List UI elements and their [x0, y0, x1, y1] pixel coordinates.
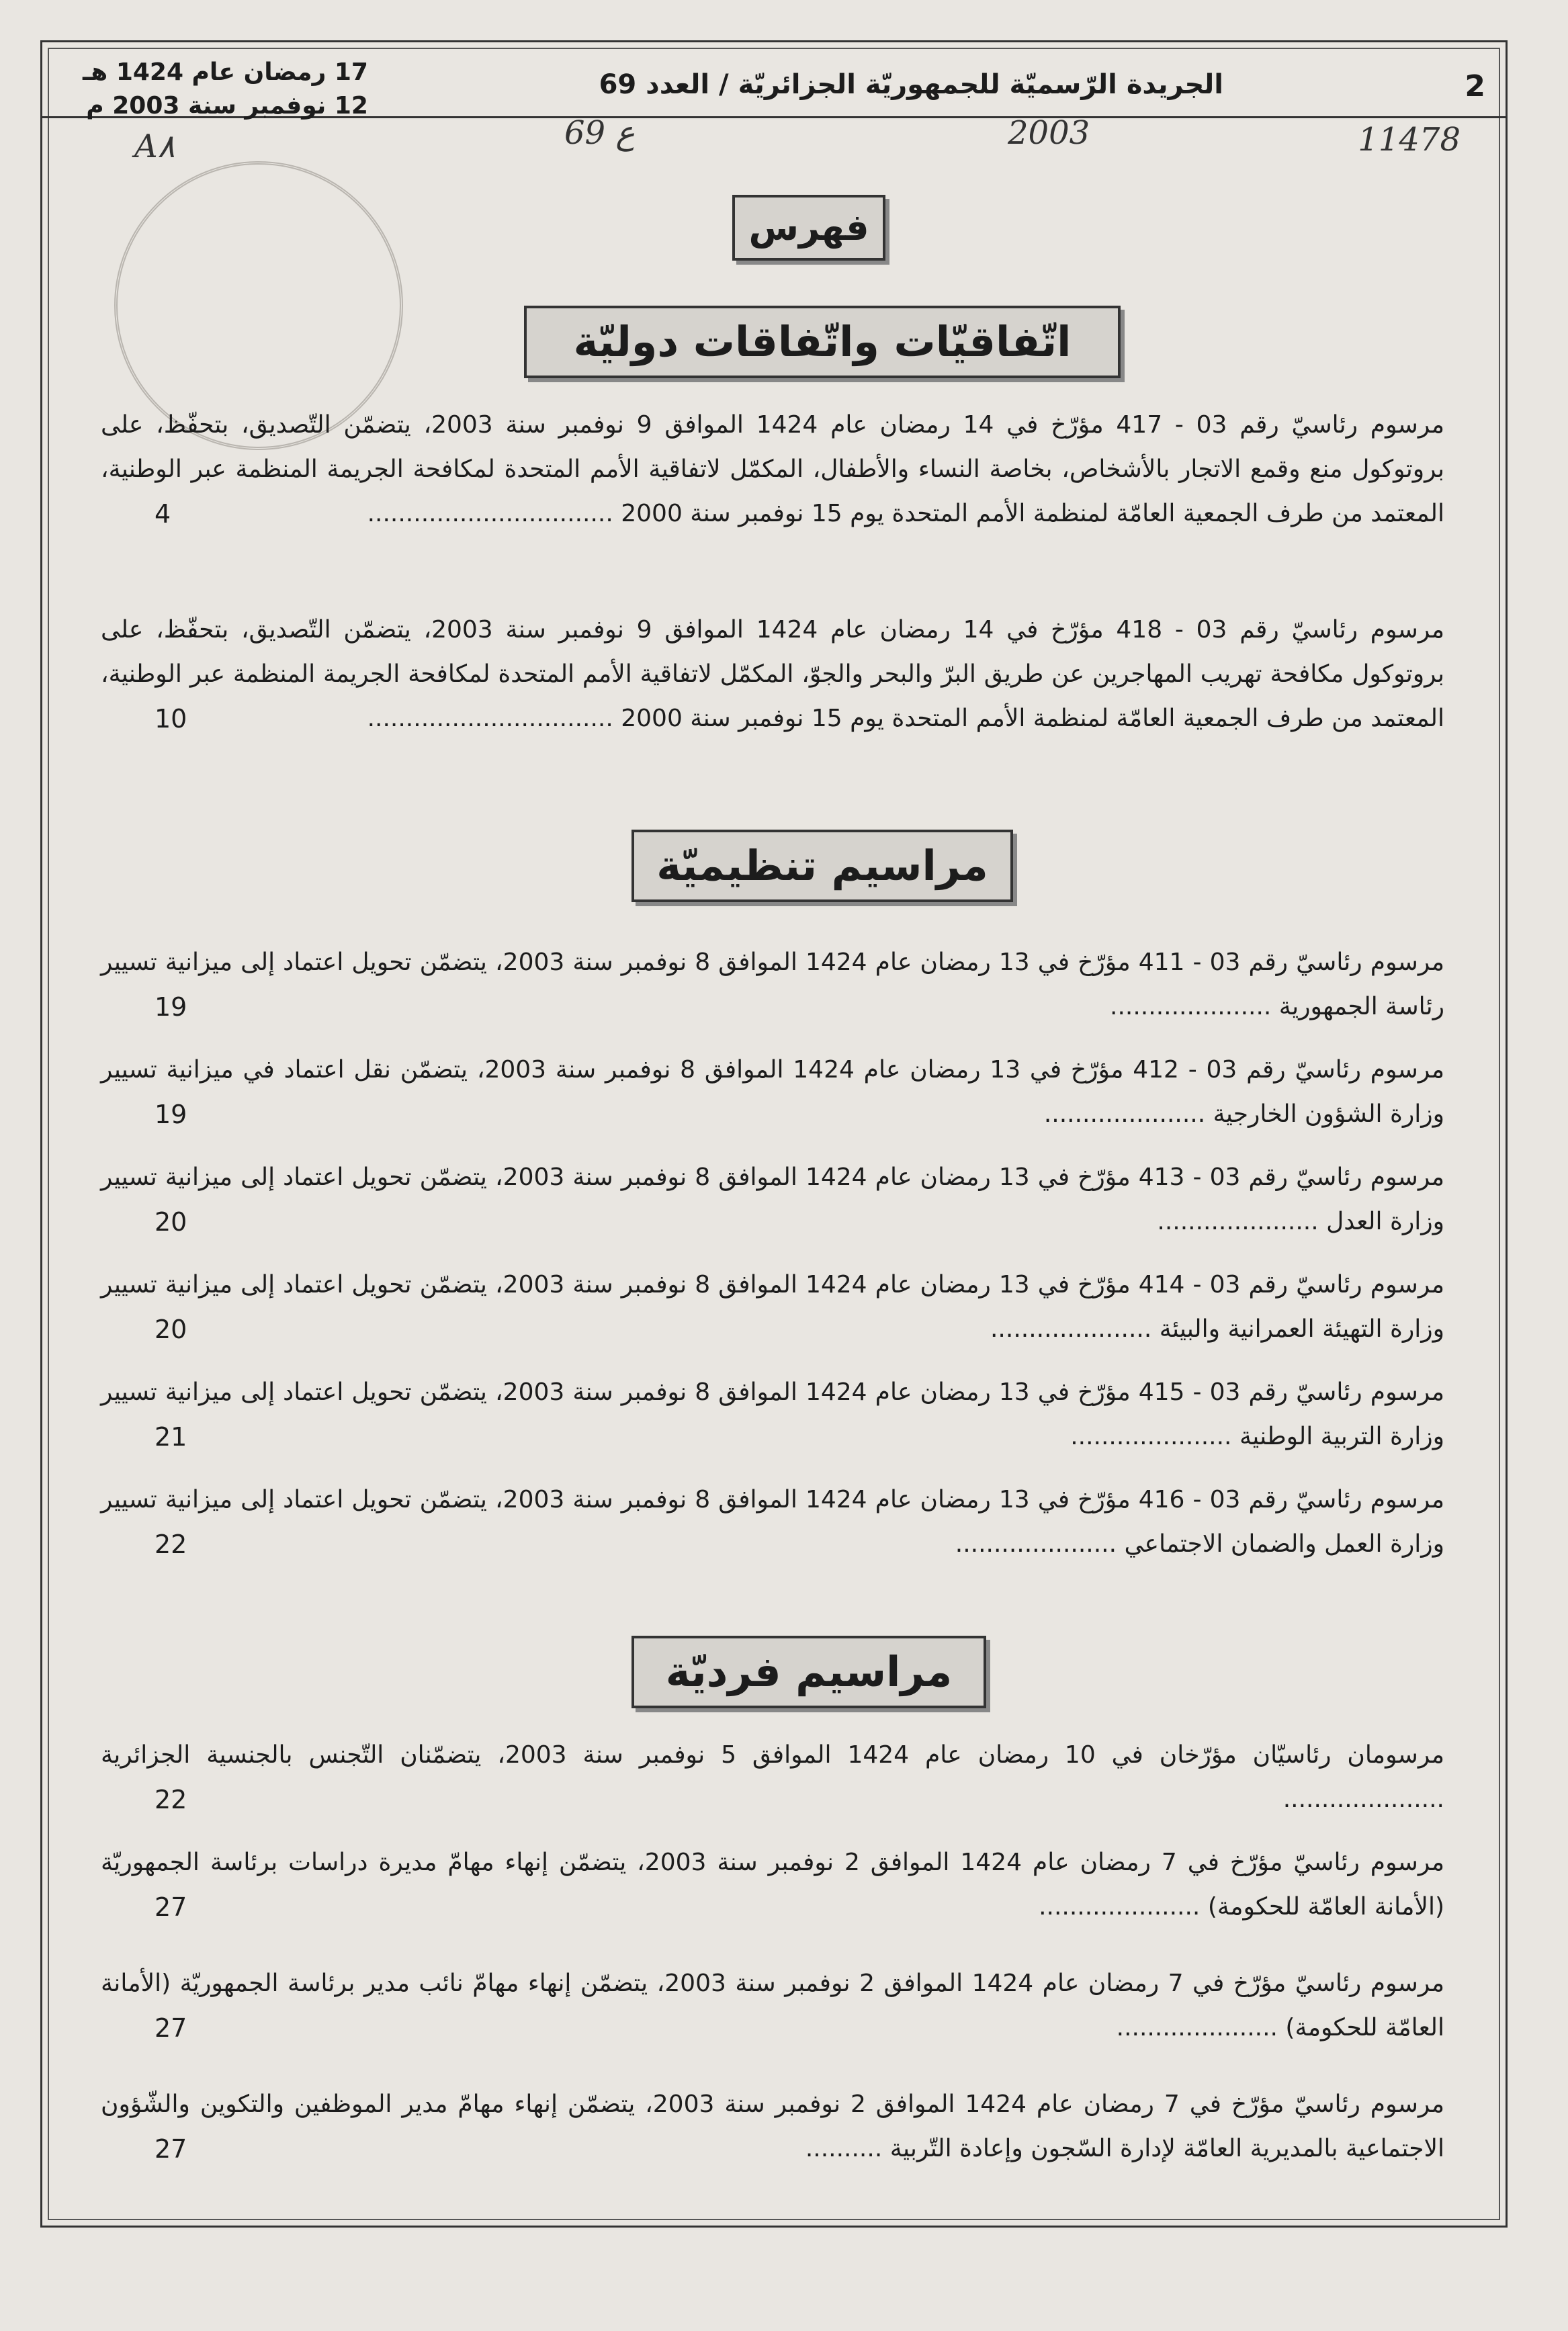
entry-text: مرسوم رئاسيّ رقم 03 - 417 مؤرّخ في 14 رمضان عام 1424 الموافق 9 نوفمبر سنة 2003، يتضمّن التّصديق، بتحفّظ، على بروتوكول منع وقمع الاتجار بالأشخاص، بخاصة النساء والأطفال، المكمّل لاتفاقية الأمم المتحدة لمكافحة الجريمة المنظمة عبر الوطنية، المعتمد من طرف الجمعية العامّة لمنظمة الأمم المتحدة يوم 15 نوفمبر سنة 2000 — [101, 411, 1444, 527]
entry-page: 27 — [155, 2013, 187, 2043]
entry-text: مرسوم رئاسيّ رقم 03 - 413 مؤرّخ في 13 رمضان عام 1424 الموافق 8 نوفمبر سنة 2003، يتضمّن تحويل اعتماد إلى ميزانية تسيير وزارة العدل — [101, 1163, 1444, 1235]
date-hijri: 17 رمضان عام 1424 هـ — [83, 58, 368, 86]
entry-text: مرسوم رئاسيّ رقم 03 - 416 مؤرّخ في 13 رمضان عام 1424 الموافق 8 نوفمبر سنة 2003، يتضمّن تحويل اعتماد إلى ميزانية تسيير وزارة العمل والضمان الاجتماعي — [101, 1486, 1444, 1558]
toc-entry: مرسومان رئاسيّان مؤرّخان في 10 رمضان عام 1424 الموافق 5 نوفمبر سنة 2003، يتضمّنان التّجنس بالجنسية الجزائرية ..................... 22 — [101, 1733, 1444, 1822]
handwritten-number: 11478 — [1358, 121, 1461, 159]
entry-text: مرسوم رئاسيّ مؤرّخ في 7 رمضان عام 1424 الموافق 2 نوفمبر سنة 2003، يتضمّن إنهاء مهامّ نائب مدير برئاسة الجمهوريّة (الأمانة العامّة للحكومة) — [101, 1970, 1444, 2041]
toc-entry: مرسوم رئاسيّ مؤرّخ في 7 رمضان عام 1424 الموافق 2 نوفمبر سنة 2003، يتضمّن إنهاء مهامّ مديرة دراسات برئاسة الجمهوريّة (الأمانة العامّة للحكومة) ..................... 27 — [101, 1841, 1444, 1929]
toc-entry: مرسوم رئاسيّ مؤرّخ في 7 رمضان عام 1424 الموافق 2 نوفمبر سنة 2003، يتضمّن إنهاء مهامّ مدير الموظفين والتكوين والشّؤون الاجتماعية بالمديرية العامّة لإدارة السّجون وإعادة التّربية .......... 27 — [101, 2082, 1444, 2171]
journal-title: الجريدة الرّسميّة للجمهوريّة الجزائريّة / العدد 69 — [599, 69, 1223, 100]
issue-date — [83, 56, 368, 123]
entry-text: مرسوم رئاسيّ رقم 03 - 411 مؤرّخ في 13 رمضان عام 1424 الموافق 8 نوفمبر سنة 2003، يتضمّن تحويل اعتماد إلى ميزانية تسيير رئاسة الجمهورية — [101, 949, 1444, 1020]
entry-page: 20 — [155, 1207, 187, 1237]
toc-entry: مرسوم رئاسيّ رقم 03 - 412 مؤرّخ في 13 رمضان عام 1424 الموافق 8 نوفمبر سنة 2003، يتضمّن نقل اعتماد في ميزانية تسيير وزارة الشؤون الخارجية ..................... 19 — [101, 1048, 1444, 1137]
entry-page: 27 — [155, 2134, 187, 2164]
entry-page: 20 — [155, 1315, 187, 1344]
toc-entry: مرسوم رئاسيّ رقم 03 - 414 مؤرّخ في 13 رمضان عام 1424 الموافق 8 نوفمبر سنة 2003، يتضمّن تحويل اعتماد إلى ميزانية تسيير وزارة التهيئة العمرانية والبيئة ..................... 20 — [101, 1263, 1444, 1352]
entry-text: مرسوم رئاسيّ رقم 03 - 412 مؤرّخ في 13 رمضان عام 1424 الموافق 8 نوفمبر سنة 2003، يتضمّن نقل اعتماد في ميزانية تسيير وزارة الشؤون الخارجية — [101, 1056, 1444, 1128]
handwritten-note-left: A٨ — [134, 128, 175, 165]
toc-entry: مرسوم رئاسيّ رقم 03 - 416 مؤرّخ في 13 رمضان عام 1424 الموافق 8 نوفمبر سنة 2003، يتضمّن تحويل اعتماد إلى ميزانية تسيير وزارة العمل والضمان الاجتماعي ..................... 22 — [101, 1478, 1444, 1567]
entry-page: 27 — [155, 1892, 187, 1922]
entry-page: 4 — [155, 499, 171, 529]
toc-entry: مرسوم رئاسيّ رقم 03 - 415 مؤرّخ في 13 رمضان عام 1424 الموافق 8 نوفمبر سنة 2003، يتضمّن تحويل اعتماد إلى ميزانية تسيير وزارة التربية الوطنية ..................... 21 — [101, 1370, 1444, 1459]
section-regulatory: مراسيم تنظيميّة — [631, 830, 1013, 902]
toc-entry: مرسوم رئاسيّ مؤرّخ في 7 رمضان عام 1424 الموافق 2 نوفمبر سنة 2003، يتضمّن إنهاء مهامّ نائب مدير برئاسة الجمهوريّة (الأمانة العامّة للحكومة) ..................... 27 — [101, 1962, 1444, 2050]
handwritten-year: 2003 — [1008, 114, 1090, 152]
section-index: فهرس — [732, 195, 885, 261]
date-gregorian: 12 نوفمبر سنة 2003 م — [86, 92, 368, 120]
toc-entry: مرسوم رئاسيّ رقم 03 - 417 مؤرّخ في 14 رمضان عام 1424 الموافق 9 نوفمبر سنة 2003، يتضمّن التّصديق، بتحفّظ، على بروتوكول منع وقمع الاتجار بالأشخاص، بخاصة النساء والأطفال، المكمّل لاتفاقية الأمم المتحدة لمكافحة الجريمة المنظمة عبر الوطنية، المعتمد من طرف الجمعية العامّة لمنظمة الأمم المتحدة يوم 15 نوفمبر سنة 2000 ................................ 4 — [101, 403, 1444, 536]
entry-text: مرسوم رئاسيّ رقم 03 - 414 مؤرّخ في 13 رمضان عام 1424 الموافق 8 نوفمبر سنة 2003، يتضمّن تحويل اعتماد إلى ميزانية تسيير وزارة التهيئة العمرانية والبيئة — [101, 1271, 1444, 1343]
entry-page: 19 — [155, 1100, 187, 1129]
entry-text: مرسومان رئاسيّان مؤرّخان في 10 رمضان عام 1424 الموافق 5 نوفمبر سنة 2003، يتضمّنان التّجنس بالجنسية الجزائرية — [101, 1741, 1444, 1769]
entry-page: 10 — [155, 704, 187, 734]
entry-page: 22 — [155, 1530, 187, 1559]
page-number: 2 — [1465, 69, 1485, 103]
handwritten-note-mid: 69 ع — [564, 114, 635, 152]
entry-page: 19 — [155, 992, 187, 1022]
toc-entry: مرسوم رئاسيّ رقم 03 - 413 مؤرّخ في 13 رمضان عام 1424 الموافق 8 نوفمبر سنة 2003، يتضمّن تحويل اعتماد إلى ميزانية تسيير وزارة العدل ..................... 20 — [101, 1155, 1444, 1244]
entry-text: مرسوم رئاسيّ رقم 03 - 418 مؤرّخ في 14 رمضان عام 1424 الموافق 9 نوفمبر سنة 2003، يتضمّن التّصديق، بتحفّظ، على بروتوكول مكافحة تهريب المهاجرين عن طريق البرّ والبحر والجوّ، المكمّل لاتفاقية الأمم المتحدة لمكافحة الجريمة المنظمة عبر الوطنية، المعتمد من طرف الجمعية العامّة لمنظمة الأمم المتحدة يوم 15 نوفمبر سنة 2000 — [101, 616, 1444, 732]
toc-entry: مرسوم رئاسيّ رقم 03 - 418 مؤرّخ في 14 رمضان عام 1424 الموافق 9 نوفمبر سنة 2003، يتضمّن التّصديق، بتحفّظ، على بروتوكول مكافحة تهريب المهاجرين عن طريق البرّ والبحر والجوّ، المكمّل لاتفاقية الأمم المتحدة لمكافحة الجريمة المنظمة عبر الوطنية، المعتمد من طرف الجمعية العامّة لمنظمة الأمم المتحدة يوم 15 نوفمبر سنة 2000 ................................ 10 — [101, 608, 1444, 741]
section-individual: مراسيم فرديّة — [631, 1636, 986, 1708]
entry-page: 22 — [155, 1785, 187, 1814]
entry-text: مرسوم رئاسيّ مؤرّخ في 7 رمضان عام 1424 الموافق 2 نوفمبر سنة 2003، يتضمّن إنهاء مهامّ مديرة دراسات برئاسة الجمهوريّة (الأمانة العامّة للحكومة) — [101, 1849, 1444, 1921]
toc-entry: مرسوم رئاسيّ رقم 03 - 411 مؤرّخ في 13 رمضان عام 1424 الموافق 8 نوفمبر سنة 2003، يتضمّن تحويل اعتماد إلى ميزانية تسيير رئاسة الجمهورية ..................... 19 — [101, 940, 1444, 1029]
section-international: اتّفاقيّات واتّفاقات دوليّة — [524, 306, 1121, 378]
page-header — [42, 42, 1506, 118]
entry-text: مرسوم رئاسيّ رقم 03 - 415 مؤرّخ في 13 رمضان عام 1424 الموافق 8 نوفمبر سنة 2003، يتضمّن تحويل اعتماد إلى ميزانية تسيير وزارة التربية الوطنية — [101, 1378, 1444, 1450]
entry-page: 21 — [155, 1422, 187, 1452]
entry-text: مرسوم رئاسيّ مؤرّخ في 7 رمضان عام 1424 الموافق 2 نوفمبر سنة 2003، يتضمّن إنهاء مهامّ مدير الموظفين والتكوين والشّؤون الاجتماعية بالمديرية العامّة لإدارة السّجون وإعادة التّربية — [101, 2091, 1444, 2162]
